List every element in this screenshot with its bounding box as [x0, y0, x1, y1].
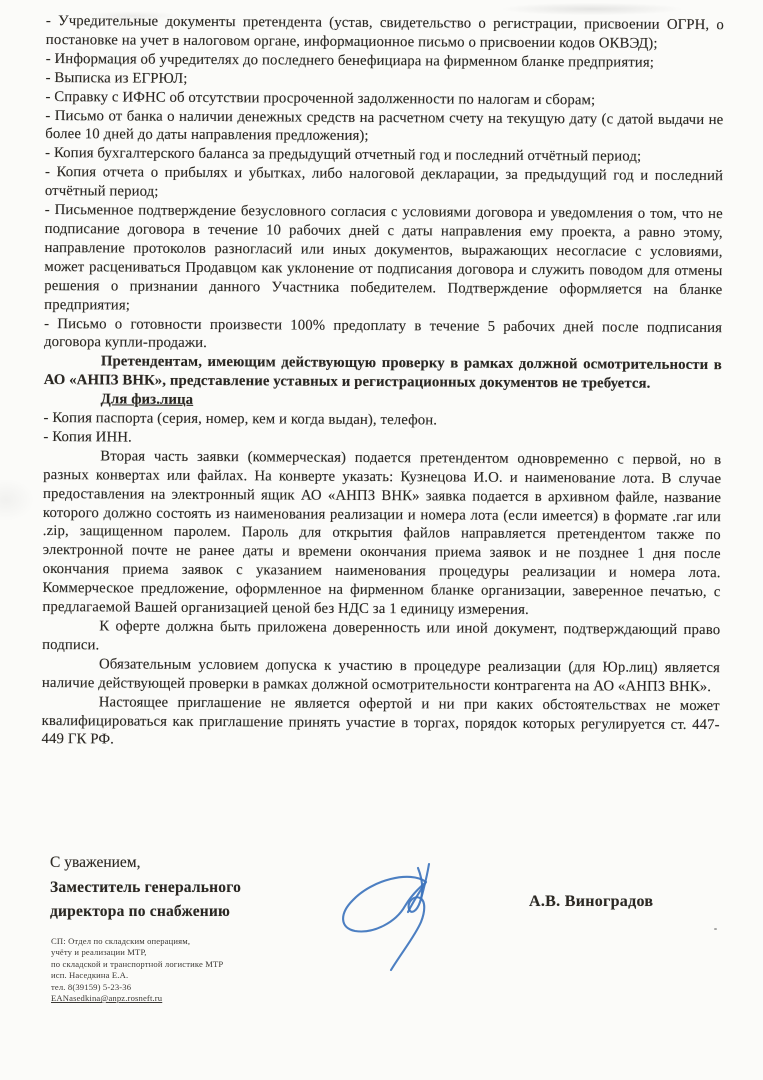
footer-department-line3: по складской и транспортной логистике МТР — [51, 958, 224, 969]
scan-speck — [714, 928, 717, 930]
footer-contact-block — [51, 936, 223, 1004]
signatory-name: А.В. Виноградов — [529, 893, 654, 910]
paragraph-not-an-offer: Настоящее приглашение не является офертой и ни при каких обстоятельствах не может квалифицироваться как приглашение принять участие в торгах, порядок которых регулируется ст. 447-449 ГК РФ. — [41, 693, 720, 748]
list-item-inn-copy: - Копия ИНН. — [43, 428, 132, 446]
list-item-balance-copy: - Копия бухгалтерского баланса за предыдущий отчетный год и последний отчётный период; — [45, 145, 642, 165]
signatory-title-line1: Заместитель генерального — [50, 878, 242, 896]
section-heading-individuals: Для физ.лица — [100, 391, 194, 409]
list-item-profit-loss-copy: - Копия отчета о прибылях и убытках, либо налоговой декларации, за предыдущий год и последний отчётный период; — [44, 164, 724, 200]
paragraph-second-part-of-bid: Вторая часть заявки (коммерческая) подается претендентом одновременно с первой, но в разных конвертах или файлах. На конверте указать: Кузнецова И.О. и наименование лота. В случае предоставления на электронный ящик АО «АНПЗ ВНК» заявка подается в архивном файле, название которого должно состоять из наименования реализации и номера лота (если имеется) в формате .rar или .zip, защищенном паролем. Пароль для открытия файлов направляется претендентом также по электронной почте не ранее даты и времени окончания приема заявок и не позднее 1 дня после окончания приема заявок с указанием наименования процедуры реализации и номера лота. Коммерческое предложение, оформленное на фирменном бланке организации, заверенное печатью, с предлагаемой Вашей организацией ценой без НДС за 1 единицу измерения. — [42, 448, 722, 619]
closing-regards: С уважением, — [50, 854, 141, 871]
list-item-written-confirmation: - Письменное подтверждение безусловного согласия с условиями договора и уведомления о том, что не подписание договора в течение 10 рабочих дней с даты направления ему проекта, а равно этому, направление протоколов разногласий или иных документов, выражающих несогласие с условиями, может расцениваться Продавцом как уклонение от подписания договора и служить поводом для отмены решения о признании данного Участника победителем. Подтверждение оформляется на бланке предприятия; — [44, 202, 723, 314]
list-item-ifns-certificate: - Справку с ИФНС об отсутствии просроченной задолженности по налогам и сборам; — [45, 88, 596, 108]
list-item-egrul-extract: - Выписка из ЕГРЮЛ; — [45, 69, 188, 87]
list-item-bank-letter: - Письмо от банка о наличии денежных средств на расчетном счету на текущую дату (с датой выдачи не более 10 дней до даты направления предложения); — [45, 107, 724, 145]
closing-block — [50, 851, 241, 925]
footer-department-line2: учёту и реализации МТР, — [51, 947, 147, 958]
handwritten-signature — [330, 852, 480, 974]
paragraph-power-of-attorney: К оферте должна быть приложена доверенность или иной документ, подтверждающий право подписи. — [42, 618, 721, 654]
list-item-prepayment-letter: - Письмо о готовности произвести 100% предоплату в течение 5 рабочих дней после подписания договора купли-продажи. — [43, 315, 723, 352]
list-item-founders-info: - Информация об учредителях до последнего бенефициара на фирменном бланке предприятия; — [45, 50, 655, 71]
paragraph-due-diligence-note: Претендентам, имеющим действующую проверку в рамках должной осмотрительности в АО «АНПЗ ВНК», представление уставных и регистрационных документов не требуется. — [43, 353, 722, 392]
footer-phone: тел. 8(39159) 5-23-36 — [51, 981, 132, 992]
signatory-title-line2: директора по снабжению — [50, 903, 231, 920]
list-item-passport-copy: - Копия паспорта (серия, номер, кем и когда выдан), телефон. — [43, 410, 438, 429]
footer-department-line1: СП: Отдел по складским операциям, — [51, 936, 191, 946]
footer-executor: исп. Наседкина Е.А. — [51, 970, 129, 981]
contact-email: EANasedkina@anpz.rosneft.ru — [51, 993, 163, 1004]
paragraph-admission-condition: Обязательным условием допуска к участию в процедуре реализации (для Юр.лиц) является наличие действующей проверки в рамках должной осмотрительности контрагента на АО «АНПЗ ВНК». — [41, 656, 721, 695]
list-item-founding-documents: - Учредительные документы претендента (устав, свидетельство о регистрации, присвоении ОГРН, о постановке на учет в налоговом органе, информационное письмо о присвоении кодов ОКВЭД); — [45, 12, 724, 52]
document-body — [41, 12, 723, 753]
